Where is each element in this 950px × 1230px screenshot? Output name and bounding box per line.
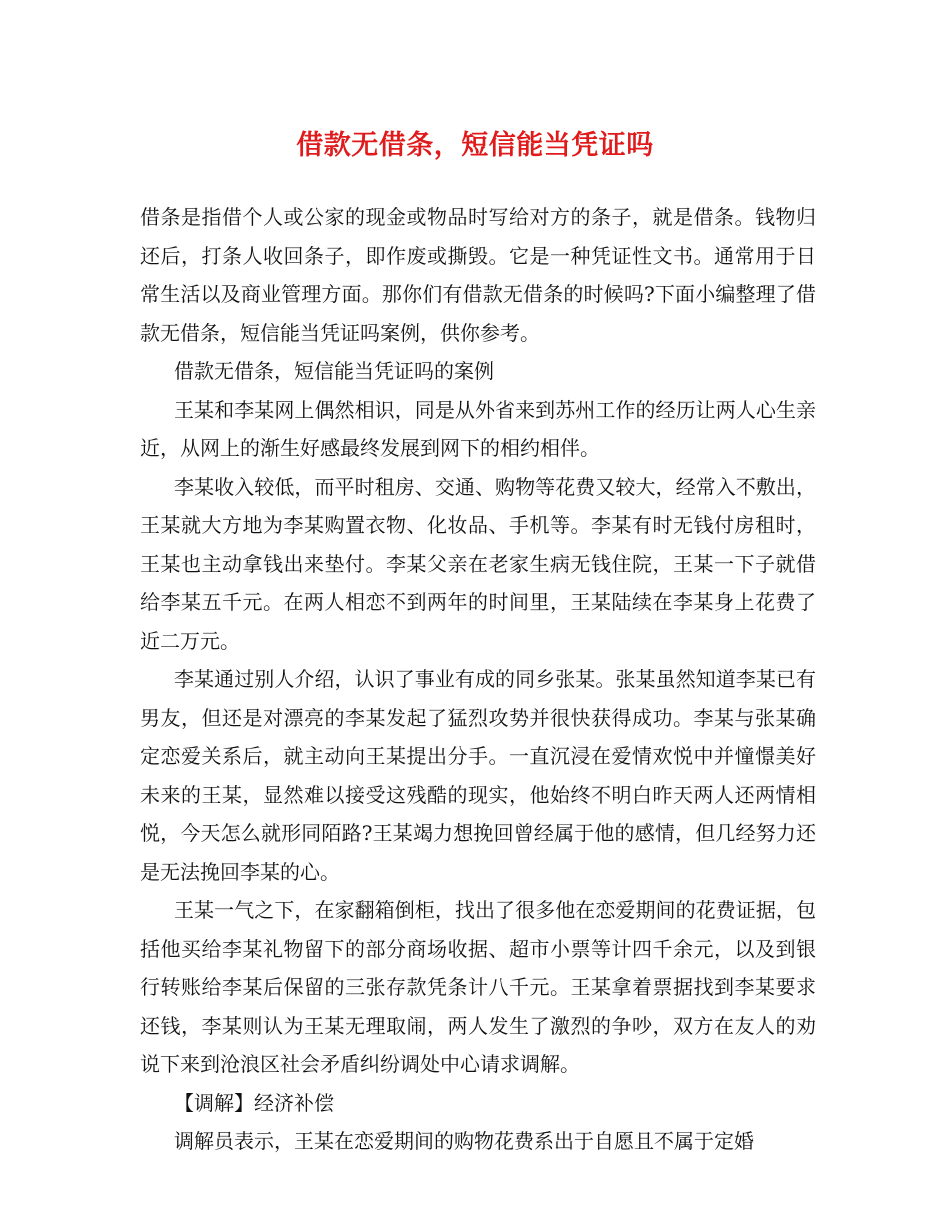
document-title: 借款无借条，短信能当凭证吗 bbox=[296, 130, 654, 161]
body-paragraph: 王某和李某网上偶然相识，同是从外省来到苏州工作的经历让两人心生亲近，从网上的渐生好感最终发展到网下的相约相伴。 bbox=[140, 397, 816, 460]
body-paragraph: 调解员表示，王某在恋爱期间的购物花费系出于自愿且不属于定婚 bbox=[174, 1129, 754, 1153]
body-paragraph: 王某一气之下，在家翻箱倒柜，找出了很多他在恋爱期间的花费证据，包括他买给李某礼物留下的部分商场收据、超市小票等计四千余元，以及到银行转账给李某后保留的三张存款凭条计八千元。王某拿着票据找到李某要求还钱，李某则认为王某无理取闹，两人发生了激烈的争吵，双方在友人的劝说下来到沧浪区社会矛盾纠纷调处中心请求调解。 bbox=[140, 898, 816, 1076]
intro-paragraph: 借条是指借个人或公家的现金或物品时写给对方的条子，就是借条。钱物归还后，打条人收回条子，即作废或撕毁。它是一种凭证性文书。通常用于日常生活以及商业管理方面。那你们有借款无借条的时候吗?下面小编整理了借款无借条，短信能当凭证吗案例，供你参考。 bbox=[140, 205, 816, 345]
document-body bbox=[140, 198, 816, 1161]
body-paragraph: 李某收入较低，而平时租房、交通、购物等花费又较大，经常入不敷出，王某就大方地为李某购置衣物、化妆品、手机等。李某有时无钱付房租时，王某也主动拿钱出来垫付。李某父亲在老家生病无钱住院，王某一下子就借给李某五千元。在两人相恋不到两年的时间里，王某陆续在李某身上花费了近二万元。 bbox=[140, 474, 816, 653]
body-paragraph: 李某通过别人介绍，认识了事业有成的同乡张某。张某虽然知道李某已有男友，但还是对漂亮的李某发起了猛烈攻势并很快获得成功。李某与张某确定恋爱关系后，就主动向王某提出分手。一直沉浸在爱情欢悦中并憧憬美好未来的王某，显然难以接受这残酷的现实，他始终不明白昨天两人还两情相悦，今天怎么就形同陌路?王某竭力想挽回曾经属于他的感情，但几经努力还是无法挽回李某的心。 bbox=[140, 667, 816, 884]
case-heading: 借款无借条，短信能当凭证吗的案例 bbox=[174, 359, 494, 383]
mediation-heading: 【调解】经济补偿 bbox=[174, 1090, 334, 1115]
